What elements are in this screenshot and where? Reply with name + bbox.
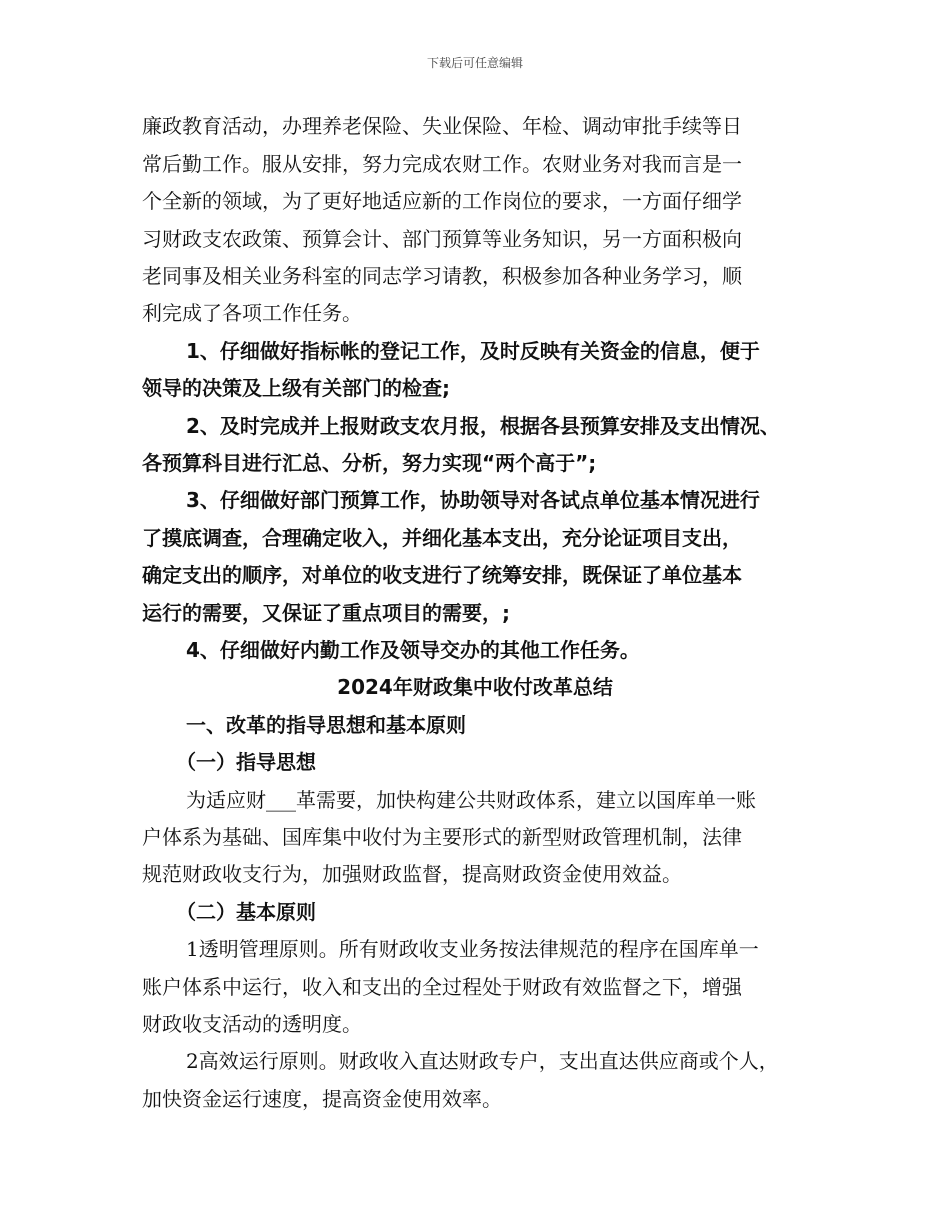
- body-text-line: 常后勤工作。服从安排，努力完成农财工作。农财业务对我而言是一: [142, 152, 742, 176]
- body-text-line: 账户体系中运行，收入和支出的全过程处于财政有效监督之下，增强: [142, 975, 742, 999]
- body-text-line: 利完成了各项工作任务。: [142, 301, 362, 325]
- list-item-3-line: 运行的需要，又保证了重点项目的需要，;: [142, 601, 510, 625]
- list-item-3-line: 3、仔细做好部门预算工作，协助领导对各试点单位基本情况进行: [186, 488, 760, 512]
- list-item-2-line: 2、及时完成并上报财政支农月报，根据各县预算安排及支出情况、: [186, 414, 780, 438]
- body-text-line: 习财政支农政策、预算会计、部门预算等业务知识，另一方面积极向: [142, 227, 742, 251]
- list-item-3-line: 了摸底调查，合理确定收入，并细化基本支出，充分论证项目支出，: [142, 526, 742, 550]
- list-item-3-line: 确定支出的顺序，对单位的收支进行了统筹安排，既保证了单位基本: [142, 563, 742, 587]
- body-text-line: 规范财政收支行为，加强财政监督，提高财政资金使用效益。: [142, 862, 682, 886]
- body-text-line: 加快资金运行速度，提高资金使用效率。: [142, 1087, 502, 1111]
- body-text-line: 户体系为基础、国库集中收付为主要形式的新型财政管理机制，法律: [142, 825, 742, 849]
- page-header: 下载后可任意编辑: [426, 56, 523, 70]
- list-item-2-line: 各预算科目进行汇总、分析，努力实现“两个高于”;: [142, 451, 597, 475]
- body-text-line: 2高效运行原则。财政收入直达财政专户，支出直达供应商或个人，: [186, 1049, 779, 1073]
- section-heading: 一、改革的指导思想和基本原则: [186, 713, 466, 737]
- body-text-line: 1透明管理原则。所有财政收支业务按法律规范的程序在国库单一: [186, 937, 759, 961]
- body-text-line: 廉政教育活动，办理养老保险、失业保险、年检、调动审批手续等日: [142, 114, 742, 138]
- subsection-heading: （二）基本原则: [176, 900, 316, 924]
- body-text-line: 财政收支活动的透明度。: [142, 1012, 362, 1036]
- list-item-4-line: 4、仔细做好内勤工作及领导交办的其他工作任务。: [186, 638, 640, 662]
- body-text-line: 为适应财___革需要，加快构建公共财政体系，建立以国库单一账: [186, 788, 756, 812]
- section-title: 2024年财政集中收付改革总结: [337, 675, 613, 699]
- body-text-line: 老同事及相关业务科室的同志学习请教，积极参加各种业务学习，顺: [142, 264, 742, 288]
- subsection-heading: （一）指导思想: [176, 750, 316, 774]
- list-item-1-line: 1、仔细做好指标帐的登记工作，及时反映有关资金的信息，便于: [186, 339, 760, 363]
- body-text-line: 个全新的领域，为了更好地适应新的工作岗位的要求，一方面仔细学: [142, 189, 742, 213]
- list-item-1-line: 领导的决策及上级有关部门的检查;: [142, 376, 450, 400]
